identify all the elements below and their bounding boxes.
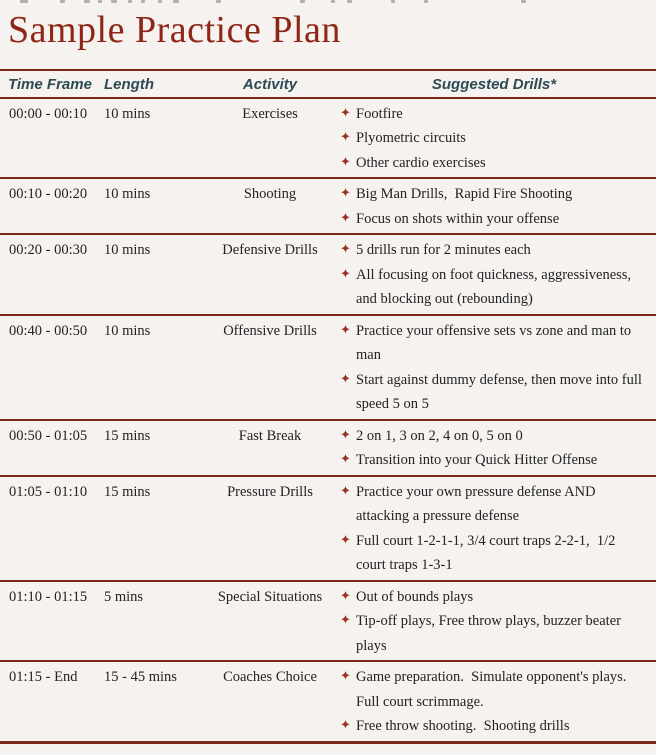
drills-cell [340,480,648,578]
drill-text: Footfire [356,105,403,122]
drill-item [340,665,648,714]
activity-cell: Coaches Choice [223,669,317,686]
header-length: Length [104,75,154,93]
drill-text: Big Man Drills, Rapid Fire Shooting [356,186,573,203]
drill-text: Focus on shots within your offense [356,210,560,227]
four-pointed-star-bullet-icon: ✦ [340,105,351,121]
cropped-letter-artifact [173,0,179,3]
drill-item [340,238,648,263]
cropped-letter-artifact [300,0,305,3]
activity-cell: Defensive Drills [222,242,318,259]
four-pointed-star-bullet-icon: ✦ [340,452,351,468]
drill-item [340,263,648,312]
drill-item [340,182,648,207]
drill-item [340,151,648,176]
four-pointed-star-bullet-icon: ✦ [340,371,351,387]
drill-text: Out of bounds plays [356,588,474,605]
drill-text: Start against dummy defense, then move into full speed 5 on 5 [356,371,646,413]
time-frame-cell: 00:20 - 00:30 [9,242,88,259]
table-row [0,477,656,582]
practice-plan-table [0,69,656,744]
drill-text: Other cardio exercises [356,154,486,171]
drill-text: Practice your own pressure defense AND attacking a pressure defense [356,483,600,525]
drills-cell [340,238,648,312]
drill-text: All focusing on foot quickness, aggressiveness, and blocking out (rebounding) [356,266,635,308]
drills-cell [340,102,648,176]
cropped-letter-artifact [424,0,428,3]
table-row [0,582,656,663]
four-pointed-star-bullet-icon: ✦ [340,613,351,629]
cropped-letter-artifact [521,0,526,3]
drill-item [340,424,648,449]
length-cell: 10 mins [104,186,151,203]
header-suggested-drills: Suggested Drills* [431,75,557,93]
activity-cell: Exercises [242,105,298,122]
cropped-letter-artifact [331,0,335,3]
drill-text: 5 drills run for 2 minutes each [356,242,531,259]
table-row [0,235,656,316]
activity-cell: Pressure Drills [227,483,313,500]
table-header-row [0,69,656,99]
length-cell: 15 - 45 mins [104,669,177,686]
four-pointed-star-bullet-icon: ✦ [340,669,351,685]
drill-item [340,448,648,473]
drill-text: Plyometric circuits [356,130,466,147]
length-cell: 15 mins [104,427,151,444]
cropped-letter-artifact [347,0,352,3]
drill-text: Practice your offensive sets vs zone and man to man [356,322,635,364]
table-row [0,99,656,180]
four-pointed-star-bullet-icon: ✦ [340,154,351,170]
length-cell: 10 mins [104,322,151,339]
drills-cell [340,424,648,473]
drill-text: Full court 1-2-1-1, 3/4 court traps 2-2-1, 1/2 court traps 1-3-1 [356,532,619,574]
time-frame-cell: 00:40 - 00:50 [9,322,88,339]
table-row [0,421,656,477]
four-pointed-star-bullet-icon: ✦ [340,532,351,548]
drill-item [340,609,648,658]
drill-item [340,585,648,610]
time-frame-cell: 00:00 - 00:10 [9,105,88,122]
header-time-frame: Time Frame [8,75,92,93]
activity-cell: Fast Break [238,427,302,444]
drill-item [340,714,648,739]
table-row [0,662,656,744]
drills-cell [340,182,648,231]
cropped-text-artifacts [0,0,656,6]
cropped-letter-artifact [141,0,145,3]
drill-item [340,529,648,578]
page-title: Sample Practice Plan [8,9,341,51]
drill-text: Free throw shooting. Shooting drills [356,718,570,735]
four-pointed-star-bullet-icon: ✦ [340,483,351,499]
time-frame-cell: 01:05 - 01:10 [9,483,88,500]
header-activity: Activity [242,75,298,93]
four-pointed-star-bullet-icon: ✦ [340,266,351,282]
cropped-letter-artifact [20,0,28,3]
cropped-letter-artifact [158,0,162,3]
four-pointed-star-bullet-icon: ✦ [340,588,351,604]
cropped-letter-artifact [216,0,221,3]
drill-item [340,126,648,151]
drill-item [340,207,648,232]
length-cell: 5 mins [104,588,144,605]
time-frame-cell: 00:10 - 00:20 [9,186,88,203]
drill-text: Tip-off plays, Free throw plays, buzzer beater plays [356,613,625,654]
drills-cell [340,665,648,739]
drill-item [340,102,648,127]
time-frame-cell: 01:10 - 01:15 [9,588,88,605]
cropped-letter-artifact [111,0,117,3]
four-pointed-star-bullet-icon: ✦ [340,242,351,258]
four-pointed-star-bullet-icon: ✦ [340,427,351,443]
length-cell: 10 mins [104,105,151,122]
length-cell: 10 mins [104,242,151,259]
drill-text: Transition into your Quick Hitter Offense [356,452,598,469]
activity-cell: Special Situations [217,588,323,605]
cropped-letter-artifact [60,0,65,3]
four-pointed-star-bullet-icon: ✦ [340,718,351,734]
cropped-letter-artifact [84,0,90,3]
activity-cell: Shooting [243,186,297,203]
drill-item [340,480,648,529]
length-cell: 15 mins [104,483,151,500]
table-body [0,99,656,744]
activity-cell: Offensive Drills [223,322,317,339]
drills-cell [340,319,648,417]
time-frame-cell: 01:15 - End [9,669,78,686]
table-row [0,179,656,235]
time-frame-cell: 00:50 - 01:05 [9,427,88,444]
drill-text: 2 on 1, 3 on 2, 4 on 0, 5 on 0 [356,427,523,444]
four-pointed-star-bullet-icon: ✦ [340,186,351,202]
four-pointed-star-bullet-icon: ✦ [340,130,351,146]
cropped-letter-artifact [98,0,102,3]
drills-cell [340,585,648,659]
four-pointed-star-bullet-icon: ✦ [340,210,351,226]
drill-text: Game preparation. Simulate opponent's plays. Full court scrimmage. [356,669,634,710]
cropped-letter-artifact [391,0,395,3]
cropped-letter-artifact [128,0,132,3]
drill-item [340,319,648,368]
table-row [0,316,656,421]
drill-item [340,368,648,417]
four-pointed-star-bullet-icon: ✦ [340,322,351,338]
